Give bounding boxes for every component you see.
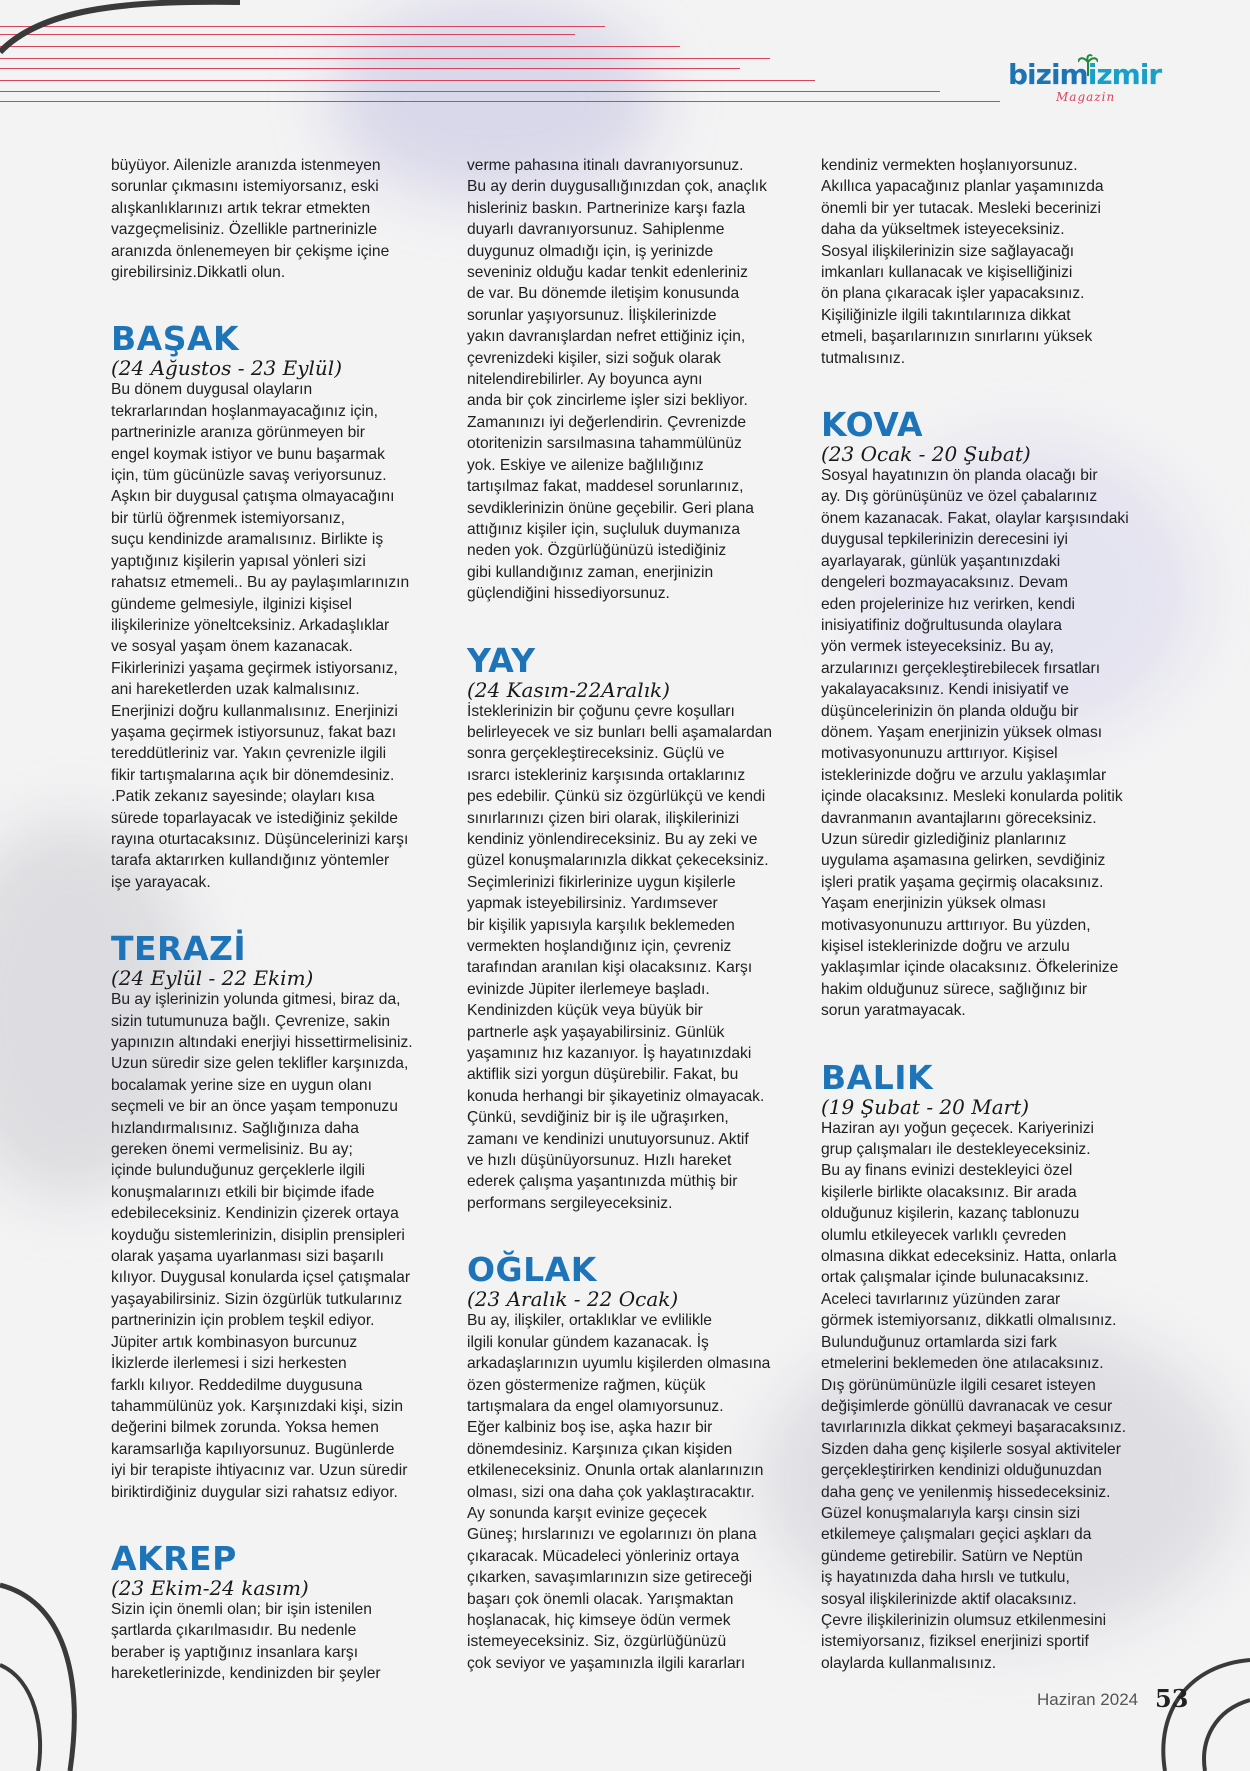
column-intro: verme pahasına itinalı davranıyorsunuz. Bu ay derin duygusallığınızdan çok, anaçlık hisleriniz baskın. Partnerinize karşı fazla duyarlı davranıyorsunuz. Sahiplenme duygunuz olmadığı için, iş yerinizde seveniniz olduğu kadar tenkit edenleriniz de var. Bu dönemde iletişim konusunda sorunlar yaşıyorsunuz. İlişkilerinizde yakın davranışlardan nefret ettiğiniz için, çevrenizdeki kişiler, sizi soğuk olarak nitelendirebilirler. Ay boyunca aynı anda bir çok zincirleme işler sizi bekliyor. Zamanınızı iyi değerlendirin. Çevrenizde otoritenizin sarsılmasına tahammülünüz yok. Eskiye ve ailenize bağlılığınız tartışılmaz fakat, maddesel sorunlarınız, sevdiklerinizin önüne geçebilir. Geri plana attığınız kişiler için, suçluluk duymanıza neden yok. Özgürlüğünüzü istediğiniz gibi kullandığınız zaman, enerjinizin güçlendiğini hissediyorsunuz. xyxy=(467,157,767,603)
page-number: 53 xyxy=(1155,1684,1189,1713)
sign-basak xyxy=(111,321,441,893)
sign-title: KOVA xyxy=(821,405,924,445)
sign-dates: (24 Eylül - 22 Ekim) xyxy=(111,966,314,991)
sign-dates: (24 Kasım-22Aralık) xyxy=(467,677,670,702)
sign-dates: (23 Ocak - 20 Şubat) xyxy=(821,442,1031,467)
sign-title: YAY xyxy=(467,640,536,680)
sign-akrep xyxy=(111,1538,441,1685)
column-intro: kendiniz vermekten hoşlanıyorsunuz. Akıllıca yapacağınız planlar yaşamınızda önemli bir yer tutacak. Mesleki becerinizi daha da yükseltmek isteyeceksiniz. Sosyal ilişkilerinizin size sağlayacağı imkanları kullanacak ve kişiselliğinizi ön plana çıkaracak işler yapacaksınız. Kişiliğinizle ilgili takıntılarınıza dikkat etmeli, başarılarınızın sınırlarını yüksek tutmalısınız. xyxy=(821,157,1104,367)
column-1 xyxy=(111,155,441,1685)
sign-dates: (23 Aralık - 22 Ocak) xyxy=(467,1287,679,1312)
sign-text: Bu ay işlerinizin yolunda gitmesi, biraz da, sizin tutumunuza bağlı. Çevrenize, sakin yapınızın altındaki enerjiyi hissettirmelisiniz. Uzun süredir size gelen teklifler karşınızda, bocalamak yerine size en uygun olanı seçmeli ve bir an önce yaşam temponuzu hızlandırmalısınız. Sağlığınıza daha gereken önemi vermelisiniz. Bu ay; içinde bulunduğunuz gerçeklerle ilgili konuşmalarınızı etkili bir biçimde ifade edebileceksiniz. Kendinizin çizerek ortaya koyduğu sistemlerinizin, disiplin prensipleri olarak yaşama uyarlanması sizi başarılı kılıyor. Duygusal konularda içsel çatışmalar yaşayabilirsiniz. Sizin özgürlük tutkularınız partnerinizin için problem teşkil ediyor. Jüpiter artık kombinasyon burcunuz İkizlerde ilerlemesi i sizi herkesten farklı kılıyor. Reddedilme duygusuna tahammülünüz yok. Karşınızdaki kişi, sizin değerini bilmek zorunda. Yoksa hemen karamsarlığa kapılıyorsunuz. Bugünlerde iyi bir terapiste ihtiyacınız var. Uzun süredir biriktirdiğiniz duygular sizi rahatsız ediyor. xyxy=(111,991,413,1501)
swirl-decoration-bottom-left xyxy=(0,1560,120,1771)
sign-text: İsteklerinizin bir çoğunu çevre koşulları belirleyecek ve siz bunları belli aşamalardan sonra gerçekleştireceksiniz. Güçlü ve ısrarcı istekleriniz karşısında ortaklarınız pes edebilir. Çünkü siz özgürlükçü ve kendi sınırlarınızı çizen biri olarak, ilişkilerinizi kendiniz yönlendireceksiniz. Bu ay zeki ve güzel konuşmalarınızla dikkat çekeceksiniz. Seçimlerinizi fikirlerinize uygun kişilerle yapmak isteyebilirsiniz. Yardımsever bir kişilik yapısıyla karşılık beklemeden vermekten hoşlandığınız için, çevreniz tarafından aranılan kişi olacaksınız. Karşı evinizde Jüpiter ilerlemeye başladı. Kendinizden küçük veya büyük bir partnerle aşk yaşayabilirsiniz. Günlük yaşamınız hız kazanıyor. İş hayatınızdaki aktiflik sizi yorgun düşürebilir. Fakat, bu konuda herhangi bir şikayetiniz olmayacak. Çünkü, sevdiğiniz bir iş ile uğraşırken, zamanı ve kendinizi unutuyorsunuz. Aktif ve hızlı düşünüyorsunuz. Hızlı hareket ederek çalışma yaşantınızda müthiş bir performans sergileyeceksiniz. xyxy=(467,702,773,1212)
sign-text: Sizin için önemli olan; bir işin istenilen şartlarda çıkarılmasıdır. Bu nedenle beraber iş yaptığınız insanlara karşı hareketlerinizde, kendinizden bir şeyler xyxy=(111,1600,381,1683)
sign-title: TERAZİ xyxy=(111,929,247,969)
palm-tree-icon xyxy=(1078,54,1098,76)
sign-title: OĞLAK xyxy=(467,1250,597,1290)
sign-terazi xyxy=(111,931,441,1503)
sign-text: Haziran ayı yoğun geçecek. Kariyerinizi grup çalışmaları ile destekleyeceksiniz. Bu ay finans evinizi destekleyici özel kişilerle birlikte olacaksınız. Bir arada olduğunuz kişilerin, kazanç tablonuzu olumlu etkileyecek varlıklı çevreden olmasına dikkat edeceksiniz. Hatta, onlarla ortak çalışmalar içinde bulunacaksınız. Aceleci tavırlarınız yüzünden zarar görmek istemiyorsanız, dikkatli olmalısınız. Bulunduğunuz ortamlarda sizi fark etmelerini beklemeden öne atılacaksınız. Dış görünümünüzle ilgili cesaret isteyen değişimlerde gönüllü davranacak ve cesur tavırlarınızla dikkat çekmeyi başaracaksınız. Sizden daha genç kişilerle sosyal aktiviteler gerçekleştirirken kendinizi olduğunuzdan daha genç ve yenilenmiş hissedeceksiniz. Güzel konuşmalarıyla karşı cinsin sizi etkilemeye çalışmaları geçici aşkları da gündeme getirebilir. Satürn ve Neptün iş hayatınızda daha hırslı ve tutkulu, sosyal ilişkilerinizde aktif olacaksınız. Çevre ilişkilerinizin olumsuz etkilenmesini istemiyorsanız, fiziksel enerjinizi sportif olaylarda kullanmalısınız. xyxy=(821,1119,1127,1672)
brand-subtitle: Magazin xyxy=(1056,90,1116,104)
column-2 xyxy=(467,155,797,1674)
sign-yay xyxy=(467,640,797,1215)
brand-name-part2: izmir xyxy=(1087,58,1162,91)
footer-issue: Haziran 2024 xyxy=(1037,1690,1139,1709)
sign-text: Sosyal hayatınızın ön planda olacağı bir ay. Dış görünüşünüz ve özel çabalarınız önem kazanacak. Fakat, olaylar karşısındaki duygusal tepkilerinizin derecesini iyi ayarlayarak, günlük yaşantınızdaki dengeleri bozmayacaksınız. Devam eden projelerinize hız verirken, kendi inisiyatifiniz doğrultusunda olaylara yön vermek isteyeceksiniz. Bu ay, arzularınızı gerçekleştirebilecek fırsatları yakalayacaksınız. Kendi inisiyatif ve düşüncelerinizin ön planda olduğu bir dönem. Yaşam enerjinizin yüksek olması motivasyonunuzu arttırıyor. Kişisel isteklerinizde doğru ve arzulu yaklaşımlar içinde olacaksınız. Mesleki konularda politik davranmanın avantajlarını göreceksiniz. Uzun süredir gizlediğiniz planlarınız uygulama aşamasına gelirken, sevdiğiniz işleri pratik yaşama geçirmiş olacaksınız. Yaşam enerjinizin yüksek olması motivasyonunuzu arttırıyor. Bu yüzden, kişisel isteklerinizde doğru ve arzulu yaklaşımlar içinde olacaksınız. Öfkelerinize hakim olduğunuz sürece, sağlığınız bir sorun yaratmayacak. xyxy=(821,467,1129,1020)
sign-dates: (23 Ekim-24 kasım) xyxy=(111,1575,309,1600)
swirl-decoration-top xyxy=(0,0,280,70)
column-3 xyxy=(821,155,1151,1674)
brand-logo xyxy=(1008,58,1162,112)
sign-oglak xyxy=(467,1252,797,1674)
sign-title: BALIK xyxy=(821,1057,934,1097)
sign-dates: (19 Şubat - 20 Mart) xyxy=(821,1094,1030,1119)
sign-dates: (24 Ağustos - 23 Eylül) xyxy=(111,356,342,381)
sign-title: AKREP xyxy=(111,1538,237,1578)
sign-text: Bu dönem duygusal olayların tekrarlarından hoşlanmayacağınız için, partnerinizle aranıza görünmeyen bir engel koymak istiyor ve bunu başarmak için, tüm gücünüzle savaş veriyorsunuz. Aşkın bir duygusal çatışma olmayacağını bir türlü öğrenmek istemiyorsanız, suçu kendinizde aramalısınız. Birlikte iş yaptığınız kişilerin yapısal yönleri sizi rahatsız etmemeli.. Bu ay paylaşımlarınızın gündeme gelmesiyle, ilginizi kişisel ilişkilerinize yöneltceksiniz. Arkadaşlıklar ve sosyal yaşam önem kazanacak. Fikirlerinizi yaşama geçirmek istiyorsanız, ani hareketlerden uzak kalmalısınız. Enerjinizi doğru kullanmalısınız. Enerjinizi yaşama geçirmek istiyorsunuz, fakat bazı tereddütleriniz var. Yakın çevrenizle ilgili fikir tartışmalarına açık bir dönemdesiniz. .Patik zekanız sayesinde; olayları kısa sürede toparlayacak ve istediğiniz şekilde rayına oturtacaksınız. Düşüncelerinizi karşı tarafa aktarırken kullandığınız yöntemler işe yarayacak. xyxy=(111,381,410,891)
column-intro: büyüyor. Ailenizle aranızda istenmeyen sorunlar çıkmasını istemiyorsanız, eski alışkanlıklarınızı artık tekrar etmekten vazgeçmelisiniz. Özellikle partnerinizle aranızda önlenemeyen bir çekişme içine girebilirsiniz.Dikkatli olun. xyxy=(111,157,390,282)
sign-text: Bu ay, ilişkiler, ortaklıklar ve evlilikle ilgili konular gündem kazanacak. İş arkadaşlarınızın uyumlu kişilerden olmasına özen göstermenize rağmen, küçük tartışmalara da engel olamıyorsunuz. Eğer kalbiniz boş ise, aşka hazır bir dönemdesiniz. Karşınıza çıkan kişiden etkileneceksiniz. Onunla ortak alanlarınızın olması, sizi ona daha çok yaklaştıracaktır. Ay sonunda karşıt evinize geçecek Güneş; hırslarınızı ve egolarınızı ön plana çıkaracak. Mücadeleci yönleriniz ortaya çıkarken, savaşımlarınızın size getireceği başarı çok önemli olacak. Yarışmaktan hoşlanacak, hiç kimseye ödün vermek istemeyeceksiniz. Siz, özgürlüğünüzü çok seviyor ve yaşamınızla ilgili kararları xyxy=(467,1312,771,1672)
sign-kova xyxy=(821,407,1151,1022)
brand-name-part1: bizim xyxy=(1008,58,1088,91)
sign-balik xyxy=(821,1057,1151,1675)
sign-title: BAŞAK xyxy=(111,319,240,359)
